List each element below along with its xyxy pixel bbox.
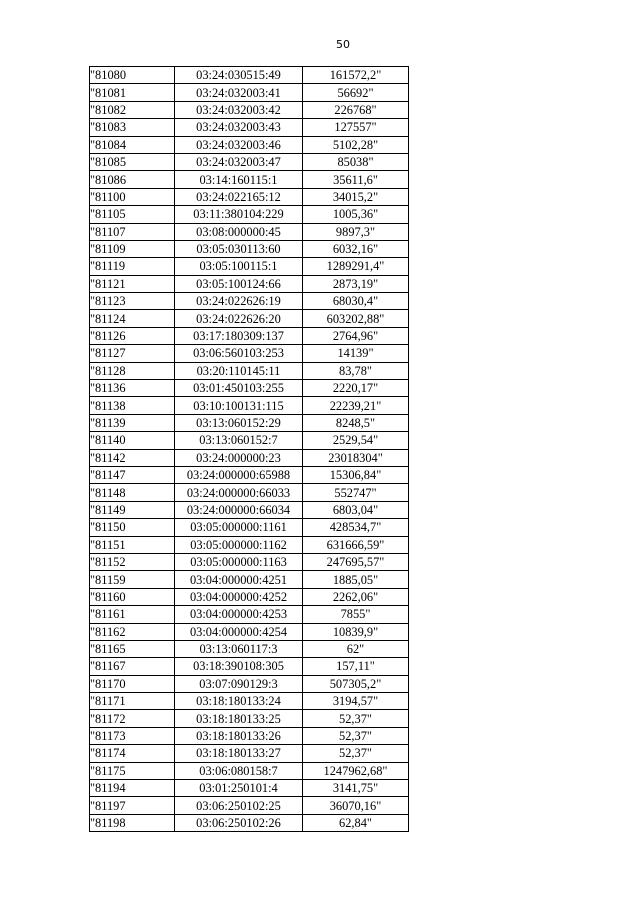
row-id-cell: "81151 xyxy=(90,536,175,553)
table-row xyxy=(90,136,409,153)
row-id-cell: "81085 xyxy=(90,153,175,170)
cadastral-number-cell: 03:18:390108:305 xyxy=(175,658,303,675)
value-cell: 6032,16" xyxy=(303,240,409,257)
row-id-cell: "81109 xyxy=(90,240,175,257)
table-row xyxy=(90,553,409,570)
row-id-cell: "81138 xyxy=(90,397,175,414)
table-row xyxy=(90,310,409,327)
cadastral-number-cell: 03:05:000000:1161 xyxy=(175,519,303,536)
row-id-cell: "81173 xyxy=(90,727,175,744)
value-cell: 23018304" xyxy=(303,449,409,466)
cadastral-number-cell: 03:08:000000:45 xyxy=(175,223,303,240)
row-id-cell: "81128 xyxy=(90,362,175,379)
cadastral-number-cell: 03:24:000000:23 xyxy=(175,449,303,466)
value-cell: 161572,2" xyxy=(303,67,409,84)
cadastral-number-cell: 03:18:180133:26 xyxy=(175,727,303,744)
table-row xyxy=(90,84,409,101)
table-row xyxy=(90,623,409,640)
row-id-cell: "81171 xyxy=(90,693,175,710)
value-cell: 3194,57" xyxy=(303,693,409,710)
row-id-cell: "81167 xyxy=(90,658,175,675)
table-row xyxy=(90,745,409,762)
row-id-cell: "81160 xyxy=(90,588,175,605)
value-cell: 56692" xyxy=(303,84,409,101)
cadastral-number-cell: 03:24:022626:19 xyxy=(175,293,303,310)
table-body xyxy=(90,67,409,832)
row-id-cell: "81148 xyxy=(90,484,175,501)
value-cell: 507305,2" xyxy=(303,675,409,692)
table-row xyxy=(90,362,409,379)
row-id-cell: "81105 xyxy=(90,206,175,223)
cadastral-number-cell: 03:06:250102:26 xyxy=(175,814,303,831)
cadastral-number-cell: 03:24:022626:20 xyxy=(175,310,303,327)
value-cell: 2873,19" xyxy=(303,275,409,292)
table-row xyxy=(90,675,409,692)
cadastral-number-cell: 03:05:100124:66 xyxy=(175,275,303,292)
value-cell: 226768" xyxy=(303,101,409,118)
cadastral-number-cell: 03:06:250102:25 xyxy=(175,797,303,814)
cadastral-number-cell: 03:04:000000:4252 xyxy=(175,588,303,605)
row-id-cell: "81175 xyxy=(90,762,175,779)
value-cell: 1289291,4" xyxy=(303,258,409,275)
table-row xyxy=(90,762,409,779)
table-row xyxy=(90,258,409,275)
value-cell: 603202,88" xyxy=(303,310,409,327)
value-cell: 10839,9" xyxy=(303,623,409,640)
cadastral-number-cell: 03:01:450103:255 xyxy=(175,380,303,397)
cadastral-number-cell: 03:24:022165:12 xyxy=(175,188,303,205)
table-row xyxy=(90,240,409,257)
page-number: 50 xyxy=(336,38,350,51)
table-row xyxy=(90,606,409,623)
table-row xyxy=(90,414,409,431)
cadastral-number-cell: 03:24:000000:65988 xyxy=(175,466,303,483)
table-row xyxy=(90,153,409,170)
row-id-cell: "81086 xyxy=(90,171,175,188)
row-id-cell: "81149 xyxy=(90,501,175,518)
table-row xyxy=(90,206,409,223)
value-cell: 552747" xyxy=(303,484,409,501)
value-cell: 631666,59" xyxy=(303,536,409,553)
value-cell: 68030,4" xyxy=(303,293,409,310)
value-cell: 1885,05" xyxy=(303,571,409,588)
table-row xyxy=(90,432,409,449)
table-row xyxy=(90,588,409,605)
cadastral-number-cell: 03:05:030113:60 xyxy=(175,240,303,257)
table-row xyxy=(90,275,409,292)
cadastral-number-cell: 03:04:000000:4253 xyxy=(175,606,303,623)
value-cell: 62,84" xyxy=(303,814,409,831)
value-cell: 3141,75" xyxy=(303,780,409,797)
value-cell: 14139" xyxy=(303,345,409,362)
value-cell: 247695,57" xyxy=(303,553,409,570)
row-id-cell: "81150 xyxy=(90,519,175,536)
cadastral-number-cell: 03:24:030515:49 xyxy=(175,67,303,84)
row-id-cell: "81084 xyxy=(90,136,175,153)
row-id-cell: "81147 xyxy=(90,466,175,483)
cadastral-number-cell: 03:24:000000:66033 xyxy=(175,484,303,501)
value-cell: 52,37" xyxy=(303,745,409,762)
value-cell: 6803,04" xyxy=(303,501,409,518)
row-id-cell: "81161 xyxy=(90,606,175,623)
cadastral-number-cell: 03:05:100115:1 xyxy=(175,258,303,275)
table-row xyxy=(90,293,409,310)
table-row xyxy=(90,693,409,710)
table-row xyxy=(90,484,409,501)
table-row xyxy=(90,640,409,657)
table-row xyxy=(90,727,409,744)
row-id-cell: "81081 xyxy=(90,84,175,101)
table-row xyxy=(90,119,409,136)
row-id-cell: "81197 xyxy=(90,797,175,814)
table-row xyxy=(90,327,409,344)
cadastral-number-cell: 03:24:032003:42 xyxy=(175,101,303,118)
row-id-cell: "81198 xyxy=(90,814,175,831)
cadastral-number-cell: 03:24:032003:46 xyxy=(175,136,303,153)
cadastral-number-cell: 03:20:110145:11 xyxy=(175,362,303,379)
value-cell: 34015,2" xyxy=(303,188,409,205)
cadastral-number-cell: 03:24:000000:66034 xyxy=(175,501,303,518)
value-cell: 2529,54" xyxy=(303,432,409,449)
value-cell: 2262,06" xyxy=(303,588,409,605)
cadastral-number-cell: 03:06:560103:253 xyxy=(175,345,303,362)
table-row xyxy=(90,519,409,536)
cadastral-number-cell: 03:06:080158:7 xyxy=(175,762,303,779)
cadastral-number-cell: 03:04:000000:4251 xyxy=(175,571,303,588)
cadastral-number-cell: 03:18:180133:24 xyxy=(175,693,303,710)
cadastral-number-cell: 03:11:380104:229 xyxy=(175,206,303,223)
row-id-cell: "81159 xyxy=(90,571,175,588)
row-id-cell: "81172 xyxy=(90,710,175,727)
value-cell: 127557" xyxy=(303,119,409,136)
cadastral-number-cell: 03:13:060152:7 xyxy=(175,432,303,449)
value-cell: 8248,5" xyxy=(303,414,409,431)
table-row xyxy=(90,571,409,588)
table-row xyxy=(90,710,409,727)
row-id-cell: "81174 xyxy=(90,745,175,762)
table-row xyxy=(90,223,409,240)
row-id-cell: "81126 xyxy=(90,327,175,344)
cadastral-number-cell: 03:13:060117:3 xyxy=(175,640,303,657)
table-row xyxy=(90,658,409,675)
cadastral-number-cell: 03:18:180133:27 xyxy=(175,745,303,762)
table-row xyxy=(90,797,409,814)
row-id-cell: "81162 xyxy=(90,623,175,640)
value-cell: 157,11" xyxy=(303,658,409,675)
value-cell: 7855" xyxy=(303,606,409,623)
row-id-cell: "81123 xyxy=(90,293,175,310)
value-cell: 83,78" xyxy=(303,362,409,379)
row-id-cell: "81119 xyxy=(90,258,175,275)
cadastral-number-cell: 03:24:032003:43 xyxy=(175,119,303,136)
row-id-cell: "81152 xyxy=(90,553,175,570)
value-cell: 22239,21" xyxy=(303,397,409,414)
row-id-cell: "81136 xyxy=(90,380,175,397)
value-cell: 52,37" xyxy=(303,727,409,744)
table-row xyxy=(90,345,409,362)
table-row xyxy=(90,101,409,118)
value-cell: 428534,7" xyxy=(303,519,409,536)
value-cell: 2764,96" xyxy=(303,327,409,344)
table-row xyxy=(90,188,409,205)
row-id-cell: "81140 xyxy=(90,432,175,449)
row-id-cell: "81139 xyxy=(90,414,175,431)
row-id-cell: "81170 xyxy=(90,675,175,692)
table-row xyxy=(90,814,409,831)
value-cell: 52,37" xyxy=(303,710,409,727)
row-id-cell: "81080 xyxy=(90,67,175,84)
row-id-cell: "81082 xyxy=(90,101,175,118)
row-id-cell: "81124 xyxy=(90,310,175,327)
cadastral-number-cell: 03:13:060152:29 xyxy=(175,414,303,431)
value-cell: 1247962,68" xyxy=(303,762,409,779)
value-cell: 1005,36" xyxy=(303,206,409,223)
cadastral-number-cell: 03:01:250101:4 xyxy=(175,780,303,797)
row-id-cell: "81100 xyxy=(90,188,175,205)
value-cell: 2220,17" xyxy=(303,380,409,397)
table-row xyxy=(90,466,409,483)
cadastral-number-cell: 03:14:160115:1 xyxy=(175,171,303,188)
value-cell: 85038" xyxy=(303,153,409,170)
table-row xyxy=(90,397,409,414)
table-row xyxy=(90,171,409,188)
cadastral-number-cell: 03:04:000000:4254 xyxy=(175,623,303,640)
value-cell: 36070,16" xyxy=(303,797,409,814)
row-id-cell: "81121 xyxy=(90,275,175,292)
cadastral-number-cell: 03:05:000000:1162 xyxy=(175,536,303,553)
row-id-cell: "81127 xyxy=(90,345,175,362)
table-row xyxy=(90,536,409,553)
data-table xyxy=(89,66,409,832)
table-row xyxy=(90,780,409,797)
table-row xyxy=(90,449,409,466)
table-row xyxy=(90,67,409,84)
cadastral-number-cell: 03:24:032003:41 xyxy=(175,84,303,101)
value-cell: 5102,28" xyxy=(303,136,409,153)
row-id-cell: "81107 xyxy=(90,223,175,240)
row-id-cell: "81165 xyxy=(90,640,175,657)
cadastral-number-cell: 03:17:180309:137 xyxy=(175,327,303,344)
table-row xyxy=(90,380,409,397)
value-cell: 35611,6" xyxy=(303,171,409,188)
table-row xyxy=(90,501,409,518)
cadastral-number-cell: 03:24:032003:47 xyxy=(175,153,303,170)
row-id-cell: "81142 xyxy=(90,449,175,466)
row-id-cell: "81083 xyxy=(90,119,175,136)
value-cell: 15306,84" xyxy=(303,466,409,483)
cadastral-number-cell: 03:05:000000:1163 xyxy=(175,553,303,570)
value-cell: 62" xyxy=(303,640,409,657)
cadastral-number-cell: 03:10:100131:115 xyxy=(175,397,303,414)
value-cell: 9897,3" xyxy=(303,223,409,240)
row-id-cell: "81194 xyxy=(90,780,175,797)
cadastral-number-cell: 03:18:180133:25 xyxy=(175,710,303,727)
cadastral-number-cell: 03:07:090129:3 xyxy=(175,675,303,692)
